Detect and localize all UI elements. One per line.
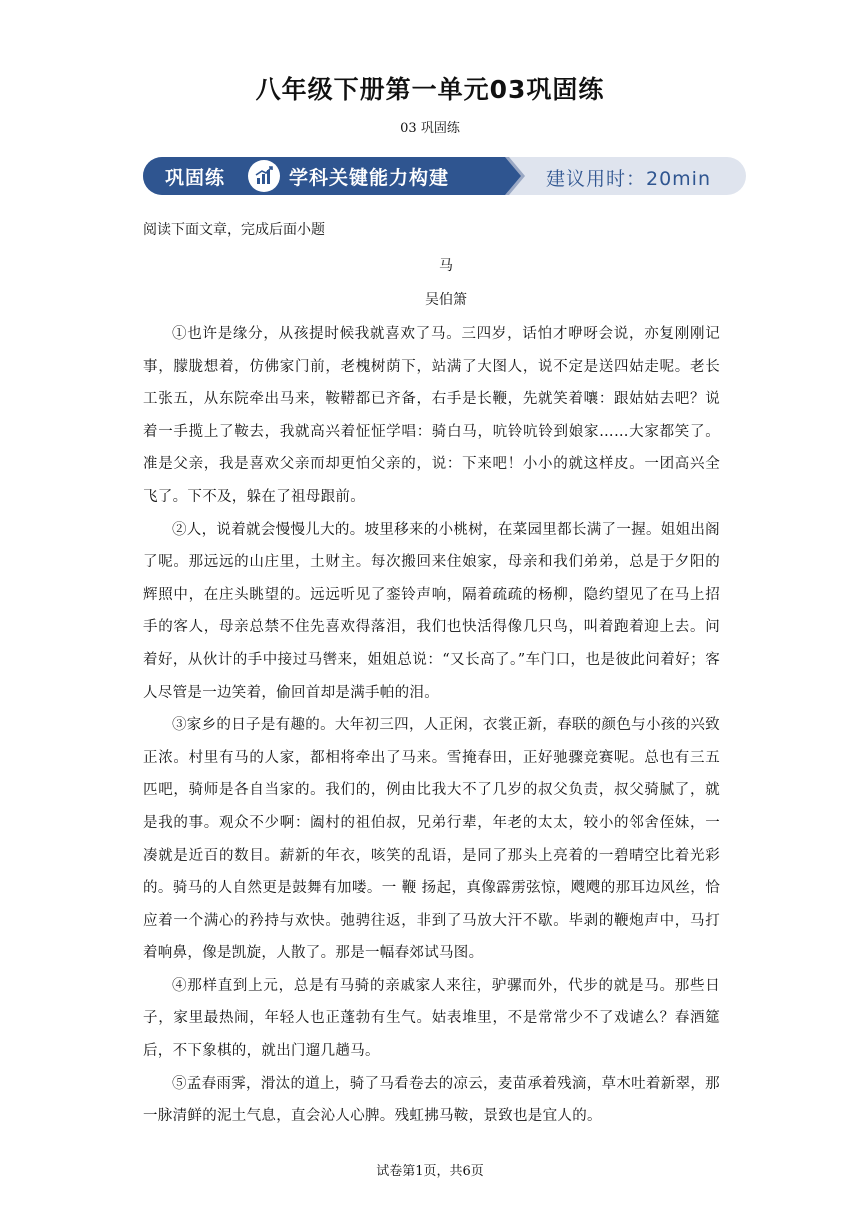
banner-label-practice: 巩固练 — [165, 167, 226, 189]
page-subtitle: 03 巩固练 — [400, 121, 460, 136]
paragraph-1: ①也许是缘分，从孩提时候我就喜欢了马。三四岁，话怕才咿呀会说，亦复刚刚记事，朦胧想着，仿佛家门前，老槐树荫下，站满了大图人，说不定是送四姑走呢。老长工张五，从东院牵出马来，鞍鞯都已齐备，右手是长鞭，先就笑着嚷：跟姑姑去吧？说着一手揽上了鞍去，我就高兴着怔怔学唱：骑白马，吭铃吭铃到娘家……大家都笑了。准是父亲，我是喜欢父亲而却更怕父亲的，说：下来吧！小小的就这样皮。一团高兴全飞了。下不及，躲在了祖母跟前。 — [143, 326, 720, 505]
article-body — [143, 318, 720, 1133]
paragraph-5: ⑤孟春雨霁，滑汰的道上，骑了马看卷去的凉云，麦苗承着残滴，草木吐着新翠，那一脉清鲜的泥土气息，直会沁人心脾。残虹拂马鞍，景致也是宜人的。 — [143, 1075, 720, 1125]
banner-label-time: 建议用时：20min — [546, 168, 712, 190]
bar-chart-icon — [248, 160, 280, 192]
page-footer: 试卷第1页，共6页 — [376, 1164, 484, 1179]
reading-instruction: 阅读下面文章，完成后面小题 — [143, 222, 325, 238]
paragraph-2: ②人，说着就会慢慢儿大的。坡里移来的小桃树，在菜园里都长满了一握。姐姐出阁了呢。那远远的山庄里，土财主。每次搬回来住娘家，母亲和我们弟弟，总是于夕阳的辉照中，在庄头眺望的。远远听见了銮铃声响，隔着疏疏的杨柳，隐约望见了在马上招手的客人，母亲总禁不住先喜欢得落泪，我们也快活得像几只鸟，叫着跑着迎上去。问着好，从伙计的手中接过马辔来，姐姐总说：“又长高了。”车门口，也是彼此问着好；客人尽管是一边笑着，偷回首却是满手帕的泪。 — [143, 521, 720, 701]
banner-label-ability: 学科关键能力构建 — [289, 167, 450, 189]
section-banner — [143, 157, 746, 195]
paragraph-4: ④那样直到上元，总是有马骑的亲戚家人来往，驴骡而外，代步的就是马。那些日子，家里最热闹，年轻人也正蓬勃有生气。姑表堆里，不是常常少不了戏谑么？春酒筵后，不下象棋的，就出门遛几趟马。 — [143, 977, 720, 1060]
article-author: 吴伯箫 — [425, 292, 467, 308]
page-title: 八年级下册第一单元03巩固练 — [255, 75, 605, 104]
article-title: 马 — [439, 258, 453, 274]
paragraph-3: ③家乡的日子是有趣的。大年初三四，人正闲，衣裳正新，春联的颜色与小孩的兴致正浓。村里有马的人家，都相将牵出了马来。雪掩春田，正好驰骤竞赛呢。总也有三五匹吧，骑师是各自当家的。我们的，例由比我大不了几岁的叔父负责，叔父骑腻了，就是我的事。观众不少啊：阖村的祖伯叔，兄弟行辈，年老的太太，较小的邻舍侄妹，一凑就是近百的数目。薪新的年衣，咳笑的乱语，是同了那头上亮着的一碧晴空比着光彩的。骑马的人自然更是鼓舞有加喽。一 鞭 扬起，真像霹雳弦惊，飕飕的那耳边风丝，恰应着一个满心的矜持与欢快。弛骋往返，非到了马放大汗不歇。毕剥的鞭炮声中，马打着响鼻，像是凯旋，人散了。那是一幅春郊试马图。 — [143, 717, 720, 962]
